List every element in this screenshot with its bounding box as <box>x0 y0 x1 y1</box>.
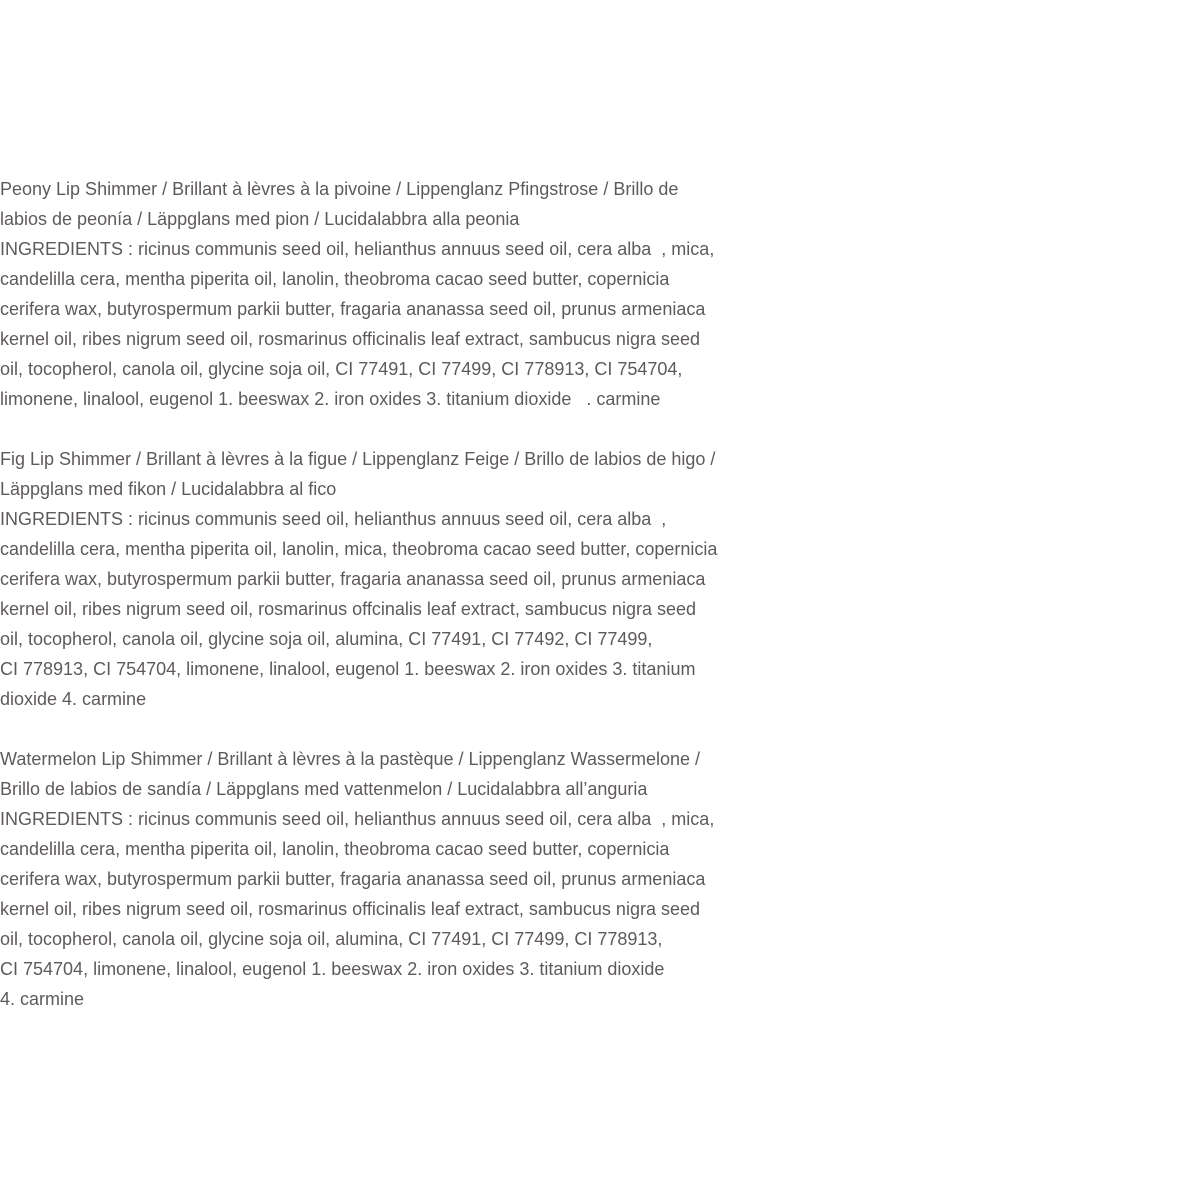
product-name-line: Fig Lip Shimmer / Brillant à lèvres à la figue / Lippenglanz Feige / Brillo de labios de higo / <box>0 449 716 469</box>
ingredients-line: oil, tocopherol, canola oil, glycine soja oil, CI 77491, CI 77499, CI 778913, CI 754704, <box>0 359 683 379</box>
ingredients-line: CI 754704, limonene, linalool, eugenol 1. beeswax 2. iron oxides 3. titanium dioxide <box>0 959 665 979</box>
ingredients-line: dioxide 4. carmine <box>0 689 147 709</box>
product-name-line: Peony Lip Shimmer / Brillant à lèvres à la pivoine / Lippenglanz Pfingstrose / Brillo de <box>0 179 679 199</box>
ingredients-line: INGREDIENTS : ricinus communis seed oil, helianthus annuus seed oil, cera alba , <box>0 509 667 529</box>
ingredients-line: kernel oil, ribes nigrum seed oil, rosmarinus officinalis leaf extract, sambucus nigra seed <box>0 899 700 919</box>
ingredients-line: oil, tocopherol, canola oil, glycine soja oil, alumina, CI 77491, CI 77492, CI 77499, <box>0 629 653 649</box>
ingredients-line: INGREDIENTS : ricinus communis seed oil, helianthus annuus seed oil, cera alba , mica, <box>0 809 715 829</box>
product-name-line: Läppglans med fikon / Lucidalabbra al fico <box>0 479 337 499</box>
ingredients-line: 4. carmine <box>0 989 85 1009</box>
ingredients-line: cerifera wax, butyrospermum parkii butter, fragaria ananassa seed oil, prunus armeniaca <box>0 569 706 589</box>
ingredients-line: kernel oil, ribes nigrum seed oil, rosmarinus offcinalis leaf extract, sambucus nigra seed <box>0 599 696 619</box>
ingredients-line: cerifera wax, butyrospermum parkii butter, fragaria ananassa seed oil, prunus armeniaca <box>0 299 706 319</box>
ingredients-line: CI 778913, CI 754704, limonene, linalool, eugenol 1. beeswax 2. iron oxides 3. titanium <box>0 659 696 679</box>
ingredients-line: candelilla cera, mentha piperita oil, lanolin, mica, theobroma cacao seed butter, copernicia <box>0 539 718 559</box>
product-name-line: Brillo de labios de sandía / Läppglans med vattenmelon / Lucidalabbra all’anguria <box>0 779 648 799</box>
ingredients-line: candelilla cera, mentha piperita oil, lanolin, theobroma cacao seed butter, copernicia <box>0 269 670 289</box>
ingredients-line: kernel oil, ribes nigrum seed oil, rosmarinus officinalis leaf extract, sambucus nigra seed <box>0 329 700 349</box>
product-peony <box>0 174 1200 414</box>
ingredients-line: cerifera wax, butyrospermum parkii butter, fragaria ananassa seed oil, prunus armeniaca <box>0 869 706 889</box>
ingredients-line: INGREDIENTS : ricinus communis seed oil, helianthus annuus seed oil, cera alba , mica, <box>0 239 715 259</box>
ingredients-line: oil, tocopherol, canola oil, glycine soja oil, alumina, CI 77491, CI 77499, CI 778913, <box>0 929 663 949</box>
ingredients-line: candelilla cera, mentha piperita oil, lanolin, theobroma cacao seed butter, copernicia <box>0 839 670 859</box>
product-name-line: Watermelon Lip Shimmer / Brillant à lèvres à la pastèque / Lippenglanz Wassermelone / <box>0 749 700 769</box>
product-name-line: labios de peonía / Läppglans med pion / Lucidalabbra alla peonia <box>0 209 520 229</box>
ingredients-document <box>0 174 1200 1044</box>
product-watermelon <box>0 744 1200 1014</box>
product-fig <box>0 444 1200 714</box>
ingredients-line: limonene, linalool, eugenol 1. beeswax 2. iron oxides 3. titanium dioxide . carmine <box>0 389 661 409</box>
